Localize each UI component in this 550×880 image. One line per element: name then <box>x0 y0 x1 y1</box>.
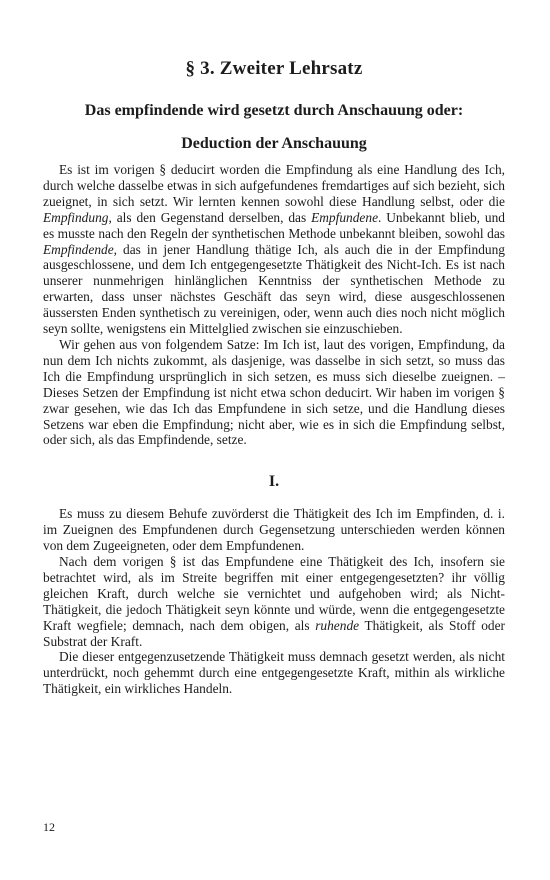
part-heading: I. <box>268 473 280 491</box>
paragraph: Es ist im vorigen § deducirt worden die Empfindung als eine Handlung des Ich, durch welche dasselbe etwas in sich aufgefundenes fremdartiges auf sich bezieht, sich zueignet, in sich setzt. Wir lernten kennen sowohl diese Handlung selbst, oder die Empfindung, als den Gegenstand derselben, das Empfundene. Unbekannt blieb, und es musste nach den Regeln der synthetischen Methode unbekannt bleiben, sowohl das Empfindende, das in jener Handlung thätige Ich, als auch die in der Empfindung ausgeschlossene, und dem Ich entgegengesetzte Thätigkeit des Nicht-Ich. Es ist nach unserer nunmehrigen hinlänglichen Kenntniss der synthetischen Methode zu erwarten, dass unser nächstes Geschäft das seyn wird, diese ausgeschlossenen äussersten Enden synthetisch zu vereinigen, oder, wenn auch dies noch nicht möglich seyn sollte, wenigstens ein Mittelglied zwischen sie einzuschieben. <box>43 162 505 337</box>
section-subtitle <box>43 94 505 160</box>
paragraph: Es muss zu diesem Behufe zuvörderst die Thätigkeit des Ich im Empfinden, d. i. im Zueignen des Empfundenen durch Gegensetzung unterschieden werden können von dem Zugeeigneten, oder dem Empfundenen. <box>43 506 505 554</box>
emphasized-term: Empfindende <box>43 241 114 257</box>
subtitle-line-1: Das empfindende wird gesetzt durch Anschauung oder: <box>84 102 464 119</box>
book-page <box>43 56 505 697</box>
page-number: 12 <box>43 820 55 834</box>
emphasized-term: Empfundene <box>311 209 379 225</box>
emphasized-term: Empfindung <box>43 209 109 225</box>
part-one-text <box>43 506 505 697</box>
emphasized-term: ruhende <box>315 617 360 633</box>
paragraph: Die dieser entgegenzusetzende Thätigkeit muss demnach gesetzt werden, als nicht unterdrückt, noch gehemmt durch eine entgegengesetzte Kraft, mithin als wirkliche Thätigkeit, ein wirkliches Handeln. <box>43 649 505 697</box>
section-heading: § 3. Zweiter Lehrsatz <box>185 58 363 79</box>
paragraph: Nach dem vorigen § ist das Empfundene eine Thätigkeit des Ich, insofern sie betrachtet wird, als im Streite begriffen mit einer entgegengesetzten? ihr völlig gleichen Kraft, durch welche sie vernichtet und aufgehoben wird; als Nicht-Thätigkeit, die jedoch Thätigkeit seyn könnte und würde, wenn die entgegengesetzte Kraft wegfiele; demnach, nach dem obigen, als ruhende Thätigkeit, als Stoff oder Substrat der Kraft. <box>43 554 505 649</box>
subtitle-line-2: Deduction der Anschauung <box>181 135 367 152</box>
intro-text <box>43 162 505 448</box>
paragraph: Wir gehen aus von folgendem Satze: Im Ich ist, laut des vorigen, Empfindung, da nun dem Ich nichts zukommt, als dasjenige, was dasselbe in sich setzt, so muss das Ich die Empfindung ursprünglich in sich setzen, es muss sich dieselbe zueignen. – Dieses Setzen der Empfindung ist nicht etwa schon deducirt. Wir haben im vorigen § zwar gesehen, wie das Ich das Empfundene in sich setze, und die Handlung dieses Setzens war eben die Empfindung; nicht aber, wie es in sich die Empfindung selbst, oder sich, als das Empfindende, setze. <box>43 336 505 448</box>
